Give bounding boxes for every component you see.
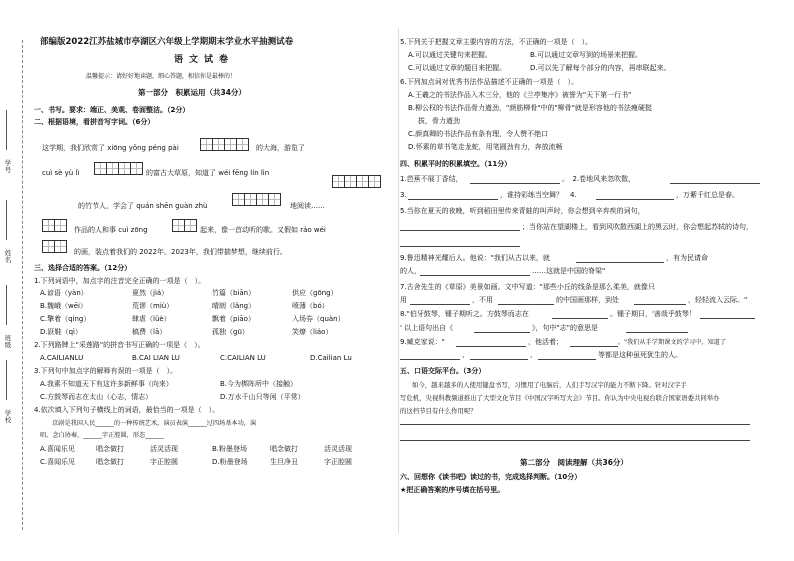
fill-blank[interactable] — [420, 275, 530, 276]
fill-blank[interactable] — [576, 262, 664, 263]
q1-word: 晴朗（lǎng） — [212, 302, 256, 310]
oral-text-1: 如今，越来越多的人使用键盘书写，习惯用了电脑后，人们手写汉字的能力不断下降。针对汉字手 — [412, 381, 687, 389]
q3-option-b[interactable]: B.今为梆阵所中（接触） — [220, 380, 298, 388]
q4-word: 唱念做打 — [96, 458, 124, 466]
q1-word: 喷薄（bó） — [292, 302, 329, 310]
fill-blank[interactable] — [470, 359, 528, 360]
fill-2b: ，谁持彩练当空舞？ 4. — [500, 191, 577, 199]
q1-word: 肆虐（lüè） — [132, 315, 171, 323]
fill-1b: 。 2.卷地风来忽吹散， — [562, 175, 636, 183]
q4-word: 唱念做打 — [270, 445, 298, 453]
q3-option-a[interactable]: A.我素不知道天下有这许多新鲜事（向来） — [40, 380, 173, 388]
q1-word: 竹篇（biān） — [212, 289, 256, 297]
pinyin-line-2a: cuì sè yù lì — [42, 169, 80, 177]
answer-grid-2[interactable] — [94, 162, 142, 175]
q1-word: 入场券（quàn） — [292, 315, 345, 323]
fill-blank[interactable] — [400, 230, 520, 231]
q4-word: 字正腔圆 — [324, 458, 352, 466]
fill-5b: ，有为民请命 — [666, 254, 708, 262]
name-field[interactable] — [6, 200, 7, 240]
q2-option-c[interactable]: C.CAILIAN LU — [220, 354, 266, 362]
fill-12b: 、 — [530, 351, 537, 359]
exam-title: 部编版2022江苏盐城市亭湖区六年级上学期期末学业水平抽测试卷 — [40, 37, 294, 47]
answer-grid-6[interactable] — [172, 219, 196, 232]
school-label: 学校 — [4, 409, 12, 424]
pinyin-line-1b: 的大海，游览了 — [256, 144, 305, 152]
column-divider — [398, 28, 399, 533]
fill-blank[interactable] — [552, 318, 608, 319]
q5-option-d[interactable]: D.可以先了解每个部分的内容，再串联起来。 — [530, 64, 671, 72]
q4-option-c[interactable]: C.喜闻乐见 — [40, 458, 76, 466]
section4-heading: 四、积累平时的积累填空。（11分） — [400, 160, 512, 168]
q1-word: 飘着（piāo） — [212, 315, 255, 323]
q6-option-a[interactable]: A.王羲之的书法作品入木三分，他的《兰亭集序》被誉为"天下第一行书" — [408, 91, 632, 99]
q4-word: 生旦净丑 — [270, 458, 298, 466]
answer-grid-4[interactable] — [232, 193, 280, 206]
fill-blank[interactable] — [538, 359, 596, 360]
fill-1a: 1.芭蕉不展丁香结， — [400, 175, 463, 183]
fill-blank[interactable] — [670, 183, 760, 184]
fill-2c: ，万紫千红总是春。 — [676, 191, 739, 199]
fill-8a: 用 — [400, 296, 407, 304]
fill-9: 8."伯牙鼓琴，锺子期听之。方鼓琴而志在 — [400, 310, 529, 318]
fill-12: 、 — [462, 351, 469, 359]
binding-margin — [0, 0, 30, 561]
q1-word: 荒谬（miù） — [132, 302, 174, 310]
q5-option-a[interactable]: A.可以通过关键句来把握。 — [408, 51, 492, 59]
fill-4: ；当你站在望湖楼上，看到风吹散西湖上的黑云时，你会想起苏轼的诗句， — [522, 223, 753, 231]
q3-option-d[interactable]: D.万水千山只等闲（平常） — [220, 393, 305, 401]
fill-blank[interactable] — [570, 346, 618, 347]
fill-blank[interactable] — [400, 246, 520, 247]
q1-option-d[interactable]: D.跃鞋（qì） — [40, 328, 83, 336]
fill-2a: 3. — [400, 191, 407, 199]
class-field[interactable] — [6, 285, 7, 325]
fill-blank[interactable] — [626, 332, 688, 333]
q4-option-d[interactable]: D.粉墨登场 — [212, 458, 248, 466]
q1-option-c[interactable]: C.擎着（qíng） — [40, 315, 91, 323]
q6-option-b[interactable]: B.柳公权的书法作品骨力遒劲，"颜筋柳骨"中的"柳骨"就是形容他的书法瘦硬挺 — [408, 104, 652, 112]
fill-10b: 》，句中"志"的意思是 — [532, 324, 598, 332]
q1-word: 供应（gōng） — [292, 289, 338, 297]
pinyin-line-3a: 的竹节人，学会了 quán shēn guàn zhù — [78, 202, 208, 210]
fill-11: 9.臧克家说：" — [400, 338, 445, 346]
q2-option-a[interactable]: A.CAILIANLU — [40, 354, 84, 362]
q2-option-d[interactable]: D.Cailian Lu — [310, 354, 352, 362]
q1-word: 孤独（gū） — [212, 328, 249, 336]
section2-heading: 二、根据语境，看拼音写字词。（6分） — [34, 118, 155, 126]
oral-answer-line[interactable] — [400, 440, 750, 441]
q4-passage-2: 唱、念白协奏，______字正腔圆，形态______ — [40, 432, 164, 439]
pinyin-line-4b: 起来，像一首动听的歌。又假如 ráo wéi — [200, 226, 326, 234]
student-id-field[interactable] — [6, 110, 7, 150]
binding-dashed-line — [22, 40, 23, 530]
fill-8d: ，轻轻流入云际。" — [688, 296, 748, 304]
fill-blank[interactable] — [700, 318, 755, 319]
fill-blank[interactable] — [634, 304, 686, 305]
pinyin-line-3b: 地阅读…… — [290, 202, 325, 210]
fill-blank[interactable] — [456, 346, 526, 347]
fill-6: 的人， — [400, 267, 421, 275]
q1-stem: 1.下列词语中，加点字的注音完全正确的一项是（ ）。 — [34, 277, 206, 285]
fill-blank[interactable] — [498, 304, 554, 305]
answer-grid-3[interactable] — [332, 175, 380, 188]
pinyin-line-2b: 的富古大草原，知道了 wéi fēng lín lìn — [146, 169, 270, 177]
q3-stem: 3.下列句中加点字的解释有误的一项是（ ）。 — [34, 367, 178, 375]
name-label: 姓名 — [4, 249, 12, 264]
answer-grid-5[interactable] — [42, 219, 66, 232]
q2-stem: 2.下列路牌上"采莲路"的拼音书写正确的一项是（ ）。 — [34, 341, 205, 349]
q5-stem: 5.下列关于把握文章主要内容的方法，不正确的一项是（ ）。 — [400, 38, 593, 46]
fill-8b: ，不用 — [472, 296, 493, 304]
q4-word: 字正腔圆 — [150, 458, 178, 466]
pinyin-line-4a: 作品的人和事 cuì zōng — [74, 226, 148, 234]
section6-heading: 六、回想你《读书吧》读过的书，完成选择判断。（10分） — [400, 473, 582, 481]
q4-option-b[interactable]: B.粉墨登场 — [212, 445, 248, 453]
fill-8c: 的中国画那样，到处 — [556, 296, 619, 304]
fill-7: 7.古舍先生的《草原》美景如画。文中写道："那些小丘的线条是那么柔美，就像只 — [400, 283, 655, 291]
fill-blank[interactable] — [408, 199, 498, 200]
fill-11b: ，他活着； — [528, 338, 563, 346]
fill-12c: 等都是这种虽死犹生的人。 — [598, 351, 682, 359]
oral-text-2: 写危机，央视科教频道推出了大型文化节目《中国汉字听写大会》节目。你认为中央电视台联合国家语委共同举办 — [400, 394, 720, 402]
q4-stem: 4.依次填入下列句子横线上的词语，最恰当的一项是（ ）。 — [34, 406, 220, 414]
pinyin-line-1a: 这学期，我们欣赏了 xiōng yǒng péng pài — [42, 144, 179, 152]
answer-grid-7[interactable] — [42, 240, 66, 253]
q6-option-d[interactable]: D.怀素的草书笔走龙蛇，用笔圆劲有力，奔放流畅 — [408, 143, 563, 151]
q5-option-b[interactable]: B.可以通过文章写到的场景来把握。 — [530, 51, 643, 59]
exam-subject: 语文试卷 — [174, 55, 235, 65]
fill-9b: 。锺子期曰，'善哉乎鼓琴！ — [610, 310, 696, 318]
q4-word: 活灵活现 — [150, 445, 178, 453]
q1-option-a[interactable]: A.谚语（yàn） — [40, 289, 88, 297]
fill-blank[interactable] — [474, 332, 530, 333]
fill-11c: 。"我们从手学期课文的学习中，知道了 — [618, 339, 727, 346]
pinyin-line-5: 的画，装点着我们的 2022年。2023年，我们带揣梦想，继续前行。 — [74, 248, 287, 256]
q2-option-b[interactable]: B.CAI LIAN LU — [132, 354, 180, 362]
fill-blank[interactable] — [410, 304, 470, 305]
section6-instruction: ★把正确答案的序号填在括号里。 — [400, 486, 505, 494]
student-id-label: 学号 — [4, 159, 12, 174]
oral-text-3: 的这档节目有什么作用呢？ — [400, 407, 477, 415]
section1-heading: 一、书写。要求：端正、美观、卷面整洁。（2分） — [34, 106, 190, 114]
exam-notice: 温馨提示：请好好地读题，细心答题，相信你是最棒的！ — [86, 73, 237, 80]
q3-option-c[interactable]: C.方鼓琴而志在太山（心志，情志） — [40, 393, 153, 401]
section5-heading: 五、口语交际平台。（3分） — [400, 367, 486, 375]
q6-option-c[interactable]: C.颜真卿的书法作品有条有理，令人赞不绝口 — [408, 130, 549, 138]
q4-word: 活灵活现 — [324, 445, 352, 453]
q6-stem: 6.下列加点词对优秀书法作品描述不正确的一项是（ ）。 — [400, 78, 579, 86]
fill-3: 5.当你在夏天的夜晚，听到稻田里传来青蛙的叫声时，你会想到辛弃疾的词句， — [400, 207, 645, 215]
q1-word: 笑燎（liáo） — [292, 328, 333, 336]
q5-option-c[interactable]: C.可以通过文章的题目来把握。 — [408, 64, 507, 72]
section3-heading: 三、选择合适的答案。（12分） — [34, 264, 132, 272]
answer-grid-1[interactable] — [200, 138, 248, 151]
fill-blank[interactable] — [470, 183, 560, 184]
q4-passage-1: 京剧是我国人民______的一种传统艺术，演员表演______过四场基本功，演 — [52, 420, 257, 427]
q4-option-a[interactable]: A.喜闻乐见 — [40, 445, 75, 453]
fill-6b: ……这就是中国的脊梁" — [532, 267, 606, 275]
part2-heading: 第二部分 阅读理解（共36分） — [520, 458, 628, 467]
fill-10: ' 以上语句出自《 — [400, 324, 454, 332]
part1-heading: 第一部分 积累运用（共34分） — [138, 88, 246, 97]
fill-blank[interactable] — [400, 359, 460, 360]
q4-word: 唱念做打 — [96, 445, 124, 453]
oral-answer-line[interactable] — [400, 424, 750, 425]
fill-5a: 9.鲁迅精神光耀后人。他说："我们从古以来，就 — [400, 254, 550, 262]
q6-option-b-cont: 拔，骨力遒劲 — [418, 117, 460, 125]
q1-word: 夏然（jiá） — [132, 289, 169, 297]
q1-word: 稿费（lā） — [132, 328, 167, 336]
q1-option-b[interactable]: B.魏峨（wēi） — [40, 302, 88, 310]
class-label: 班级 — [4, 334, 12, 349]
fill-blank[interactable] — [596, 199, 674, 200]
school-field[interactable] — [6, 360, 7, 400]
